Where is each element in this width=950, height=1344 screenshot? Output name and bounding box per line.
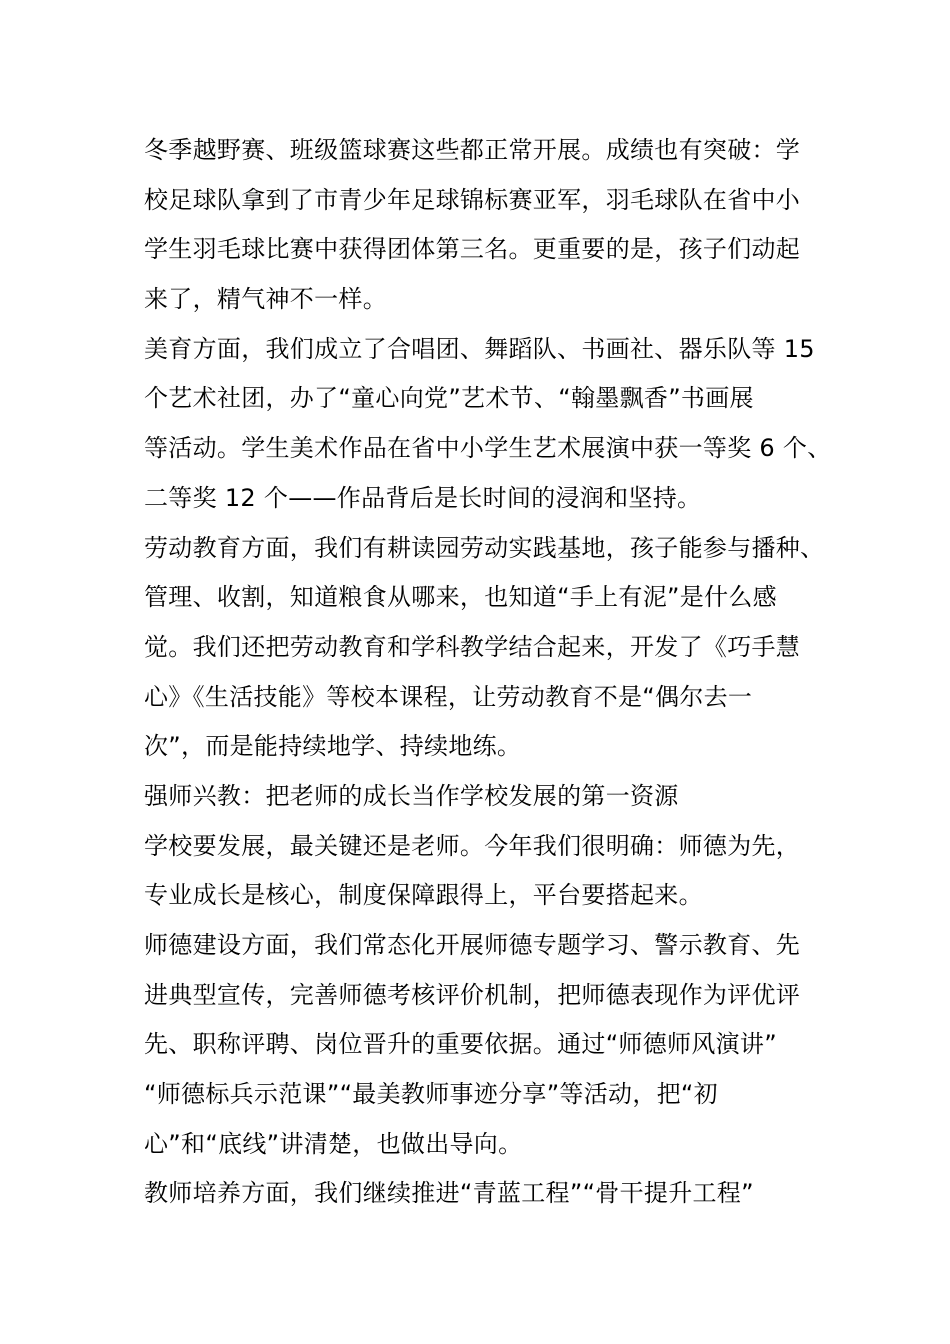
text-line: 来了，精气神不一样。: [144, 285, 387, 314]
text-line: 心》《生活技能》等校本课程，让劳动教育不是“偶尔去一: [144, 682, 753, 711]
text-line: 等活动。学生美术作品在省中小学生艺术展演中获一等奖 6 个、: [144, 434, 832, 463]
text-line: 劳动教育方面，我们有耕读园劳动实践基地，孩子能参与播种、: [144, 533, 825, 562]
section-heading: 强师兴教：把老师的成长当作学校发展的第一资源: [144, 781, 679, 810]
text-line: 二等奖 12 个——作品背后是长时间的浸润和坚持。: [144, 483, 702, 512]
text-line: 校足球队拿到了市青少年足球锦标赛亚军，羽毛球队在省中小: [144, 185, 801, 214]
text-line: 专业成长是核心，制度保障跟得上，平台要搭起来。: [144, 881, 703, 910]
text-line: 进典型宣传，完善师德考核评价机制，把师德表现作为评优评: [144, 980, 801, 1009]
text-line: 学校要发展，最关键还是老师。今年我们很明确：师德为先，: [144, 831, 801, 860]
text-line: 先、职称评聘、岗位晋升的重要依据。通过“师德师风演讲”: [144, 1030, 777, 1059]
text-line: 教师培养方面，我们继续推进“青蓝工程”“骨干提升工程”: [144, 1179, 754, 1208]
text-line: 师德建设方面，我们常态化开展师德专题学习、警示教育、先: [144, 931, 801, 959]
text-line: 个艺术社团，办了“童心向党”艺术节、“翰墨飘香”书画展: [144, 384, 754, 413]
body-text: [144, 126, 834, 1219]
text-line: 管理、收割，知道粮食从哪来，也知道“手上有泥”是什么感: [144, 583, 777, 612]
text-line: “师德标兵示范课”“最美教师事迹分享”等活动，把“初: [144, 1080, 718, 1109]
text-line: 心”和“底线”讲清楚，也做出导向。: [144, 1129, 523, 1158]
text-line: 觉。我们还把劳动教育和学科教学结合起来，开发了《巧手慧: [144, 632, 801, 661]
text-line: 美育方面，我们成立了合唱团、舞蹈队、书画社、器乐队等 15: [144, 334, 815, 363]
text-line: 学生羽毛球比赛中获得团体第三名。更重要的是，孩子们动起: [144, 235, 801, 264]
text-line: 次”，而是能持续地学、持续地练。: [144, 732, 522, 761]
text-line: 冬季越野赛、班级篮球赛这些都正常开展。成绩也有突破：学: [144, 136, 801, 164]
